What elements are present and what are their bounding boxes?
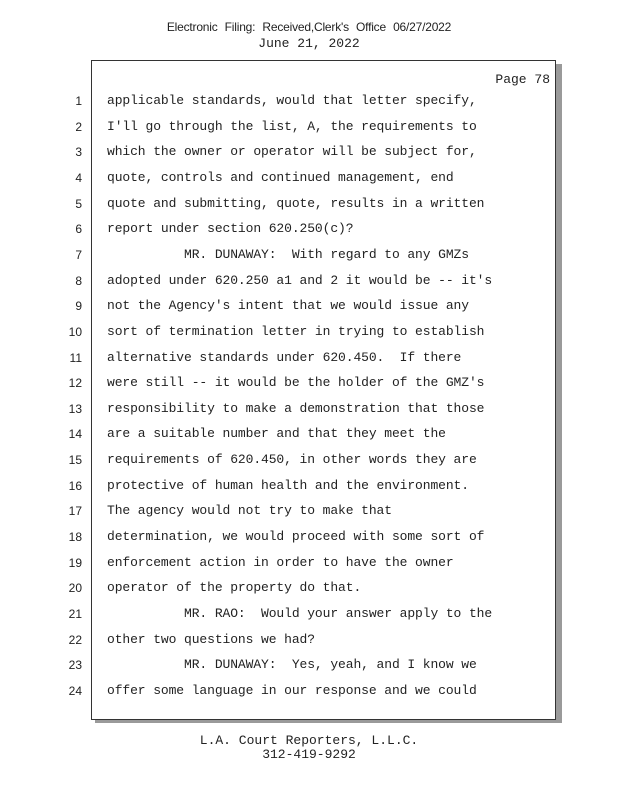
transcript-line [75,117,555,143]
line-text: requirements of 620.450, in other words they are [107,452,477,468]
line-text: protective of human health and the environment. [107,477,469,493]
line-text: report under section 620.250(c)? [107,221,354,237]
line-text: which the owner or operator will be subject for, [107,144,477,160]
transcript-line [68,373,555,399]
transcript-line [69,348,555,374]
transcript-line [68,604,555,630]
line-number: 23 [68,658,82,673]
line-number: 19 [68,555,82,570]
transcript-line [68,501,555,527]
footer-company: L.A. Court Reporters, L.L.C. [199,733,419,748]
line-number: 10 [68,324,82,339]
line-text: responsibility to make a demonstration that those [107,400,485,416]
line-number: 2 [75,119,82,134]
transcript-line [68,630,555,656]
transcript-line [75,219,555,245]
transcript-line [75,142,555,168]
line-text: were still -- it would be the holder of the GMZ's [107,375,485,391]
line-text: operator of the property do that. [107,580,362,596]
transcript-date: June 21, 2022 [258,36,360,51]
transcript-line [68,655,555,681]
line-text: I'll go through the list, A, the requirements to [107,118,477,134]
line-text: are a suitable number and that they meet the [107,426,446,442]
line-number: 6 [75,222,82,237]
line-number: 5 [75,196,82,211]
transcript-line [68,399,555,425]
page-number: Page 78 [495,72,550,87]
line-number: 3 [75,145,82,160]
line-text: enforcement action in order to have the owner [107,554,454,570]
transcript-line [68,450,555,476]
line-number: 9 [75,299,82,314]
efiling-stamp: Electronic Filing: Received,Clerk's Office 06/27/2022 [166,20,452,34]
transcript-line [75,91,555,117]
line-number: 8 [75,273,82,288]
line-number: 1 [75,94,82,108]
transcript-line [68,527,555,553]
line-number: 12 [68,376,82,391]
transcript-line [68,553,555,579]
line-number: 18 [68,530,82,545]
line-text: quote and submitting, quote, results in a written [107,195,485,211]
line-text: The agency would not try to make that [107,503,392,519]
line-number: 22 [68,632,82,647]
line-number: 7 [75,247,82,262]
line-text: MR. RAO: Would your answer apply to the [107,606,493,621]
transcript-page-frame [68,60,556,720]
line-number: 15 [68,453,82,468]
transcript-line [68,476,555,502]
transcript-line [68,578,555,604]
transcript-line [75,271,555,297]
line-text: not the Agency's intent that we would issue any [107,298,469,314]
transcript-line [75,296,555,322]
line-text: MR. DUNAWAY: Yes, yeah, and I know we [107,657,477,673]
line-number: 4 [75,170,82,185]
line-text: sort of termination letter in trying to establish [107,323,485,339]
transcript-line [68,322,555,348]
line-number: 14 [68,427,82,442]
transcript-line [68,681,555,707]
line-number: 11 [69,350,82,365]
line-text: applicable standards, would that letter specify, [107,93,477,108]
line-text: offer some language in our response and we could [107,682,477,698]
line-number: 20 [68,581,82,596]
line-text: other two questions we had? [107,631,315,647]
transcript-line [75,168,555,194]
line-text: adopted under 620.250 a1 and 2 it would be -- it's [107,272,493,288]
line-number: 17 [68,504,82,519]
transcript-line [75,245,555,271]
line-text: determination, we would proceed with some sort of [107,529,485,545]
line-number: 24 [68,683,82,698]
line-text: MR. DUNAWAY: With regard to any GMZs [107,246,469,262]
footer-phone: 312-419-9292 [262,747,356,762]
line-text: quote, controls and continued management, end [107,169,454,185]
line-number: 13 [68,401,82,416]
transcript-line [75,194,555,220]
line-text: alternative standards under 620.450. If there [107,349,462,365]
line-number: 21 [68,607,82,621]
transcript-line [68,424,555,450]
line-number: 16 [68,478,82,493]
